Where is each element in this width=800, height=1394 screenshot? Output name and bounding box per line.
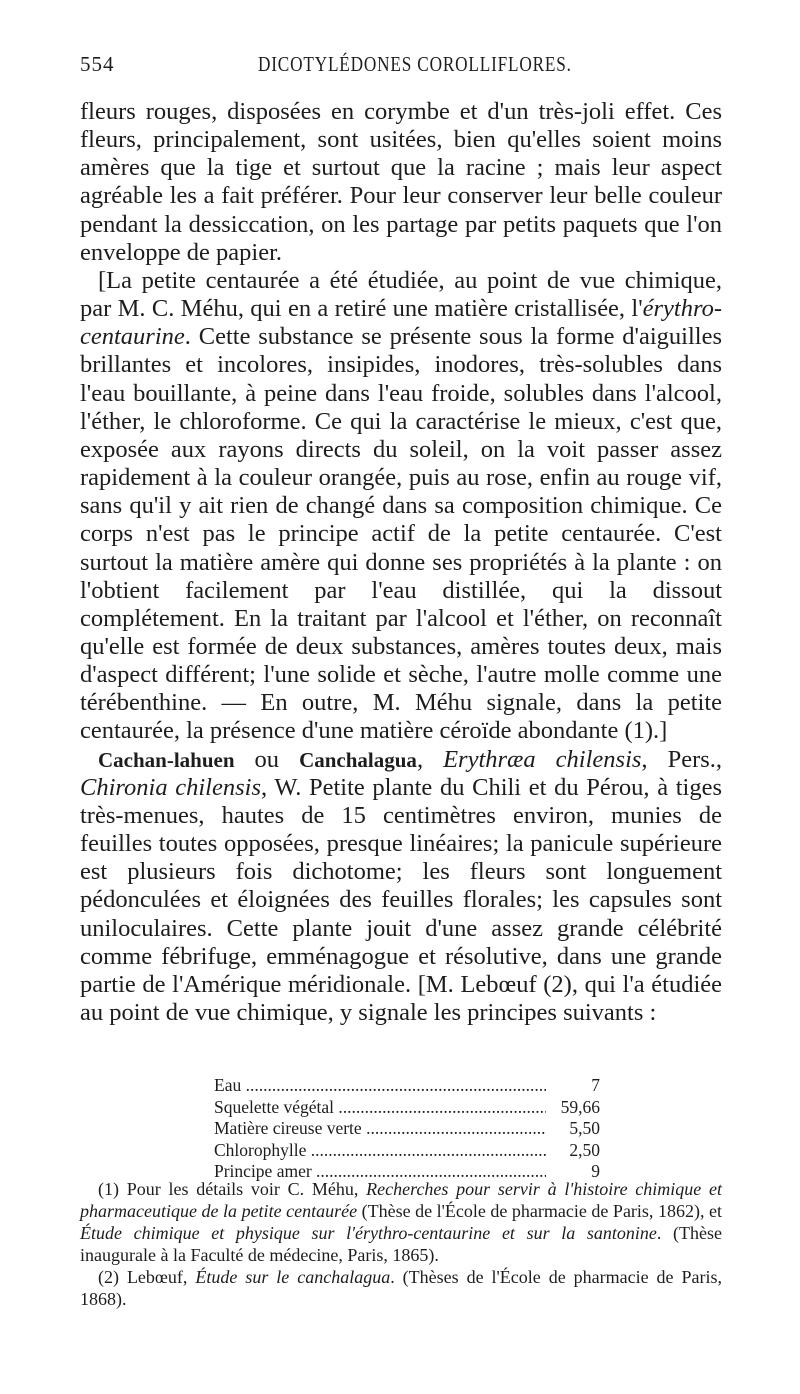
table-row [214, 1118, 600, 1140]
footnote-1 [80, 1178, 722, 1266]
paragraph-chemistry-rest: . Cette substance se présente sous la forme d'aiguilles brillantes et incolores, insipides, inodores, très-solubles dans l'eau bouillante, à peine dans l'eau froide, solubles dans l'alcool, l'éther, le chloroforme. Ce qui la caractérise le mieux, c'est que, exposée aux rayons directs du soleil, on la voit passer assez rapidement à la couleur orangée, puis au rose, enfin au rouge vif, sans qu'il y ait rien de changé dans sa composition chimique. Ce corps n'est pas le principe actif de la petite centaurée. C'est surtout la matière amère qui donne ses propriétés à la plante : on l'obtient facilement par l'eau distillée, qui la dissout complétement. En la traitant par l'alcool et l'éther, on reconnaît qu'elle est formée de deux substances, amères toutes deux, mais d'aspect différent; l'une solide et sèche, l'autre molle comme une térébenthine. — En outre, M. Méhu signale, dans la petite centaurée, la présence d'une matière céroïde abondante (1).] [80, 323, 722, 745]
row-value: 7 [546, 1075, 600, 1097]
footnotes [80, 1178, 722, 1310]
page-number: 554 [80, 52, 115, 76]
term-erythrocentaurine: érythro-centaurine [80, 295, 722, 351]
row-label: Eau ..... [214, 1075, 546, 1097]
footnote-1-start: (1) Pour les détails voir C. Méhu, [98, 1179, 367, 1199]
row-label: Squelette végétal ..... [214, 1097, 546, 1119]
row-label: Matière cireuse verte ..... [214, 1118, 546, 1140]
page-header [80, 52, 720, 88]
body-text [80, 98, 722, 1027]
footnote-1-title: Recherches pour servir à l'histoire chimique et pharmaceutique de la petite centaurée [80, 1179, 722, 1221]
row-label: Principe amer ..... [214, 1161, 546, 1183]
row-value: 59,66 [546, 1097, 600, 1119]
paragraph-chemistry [80, 267, 722, 746]
paragraph-canchalagua-rest: , W. Petite plante du Chili et du Pérou, à tiges très-menues, hautes de 15 centimètres environ, munies de feuilles toutes opposées, presque linéaires; la panicule supérieure est plusieurs fois dichotome; les fleurs sont longuement pédonculées et éloignées des feuilles florales; les capsules sont uniloculaires. Cette plante jouit d'une assez grande célébrité comme fébrifuge, emménagogue et résolutive, dans une grande partie de l'Amérique méridionale. [M. Lebœuf (2), qui l'a étudiée au point de vue chimique, y signale les principes suivants : [80, 773, 722, 1026]
footnote-2-end: . (Thèses de l'École de pharmacie de Paris, 1868). [80, 1267, 722, 1309]
text-separator-1: , [416, 745, 444, 773]
footnote-1-title-2: Étude chimique et physique sur l'érythro-centaurine et sur la santonine [80, 1223, 657, 1243]
row-value: 5,50 [546, 1118, 600, 1140]
paragraph-chemistry-start: [La petite centaurée a été étudiée, au point de vue chimique, par M. C. Méhu, qui en a retiré une matière cristallisée, l' [80, 266, 722, 323]
table-row [214, 1097, 600, 1119]
row-value: 9 [546, 1161, 600, 1183]
text-separator-2: , Pers., [641, 745, 723, 773]
footnote-2 [80, 1266, 722, 1310]
footnote-2-start: (2) Lebœuf, [98, 1267, 196, 1287]
term-cachan-lahuen: Cachan-lahuen [98, 747, 235, 772]
footnote-2-title: Étude sur le canchalagua [195, 1267, 391, 1287]
table-row [214, 1140, 600, 1162]
paragraph-flowers: fleurs rouges, disposées en corymbe et d'un très-joli effet. Ces fleurs, principalement, sont usitées, bien qu'elles soient moins amères que la tige et surtout que la racine ; mais leur aspect agréable les a fait préférer. Pour leur conserver leur belle couleur pendant la dessiccation, on les partage par petits paquets que l'on enveloppe de papier. [80, 98, 722, 266]
footnote-1-middle: (Thèse de l'École de pharmacie de Paris, 1862), et [357, 1201, 722, 1221]
footnote-1-end: . (Thèse inaugurale à la Faculté de médecine, Paris, 1865). [80, 1223, 722, 1265]
term-canchalagua: Canchalagua [299, 747, 417, 772]
text-ou: ou [234, 745, 300, 773]
row-value: 2,50 [546, 1140, 600, 1162]
row-label: Chlorophylle ..... [214, 1140, 546, 1162]
composition-table [214, 1075, 600, 1183]
paragraph-canchalagua [80, 746, 722, 1028]
species-chironia-chilensis: Chironia chilensis [80, 773, 261, 801]
running-title: DICOTYLÉDONES COROLLIFLORES. [258, 52, 572, 76]
table-row [214, 1075, 600, 1097]
species-erythraea-chilensis: Erythræa chilensis [443, 745, 642, 773]
